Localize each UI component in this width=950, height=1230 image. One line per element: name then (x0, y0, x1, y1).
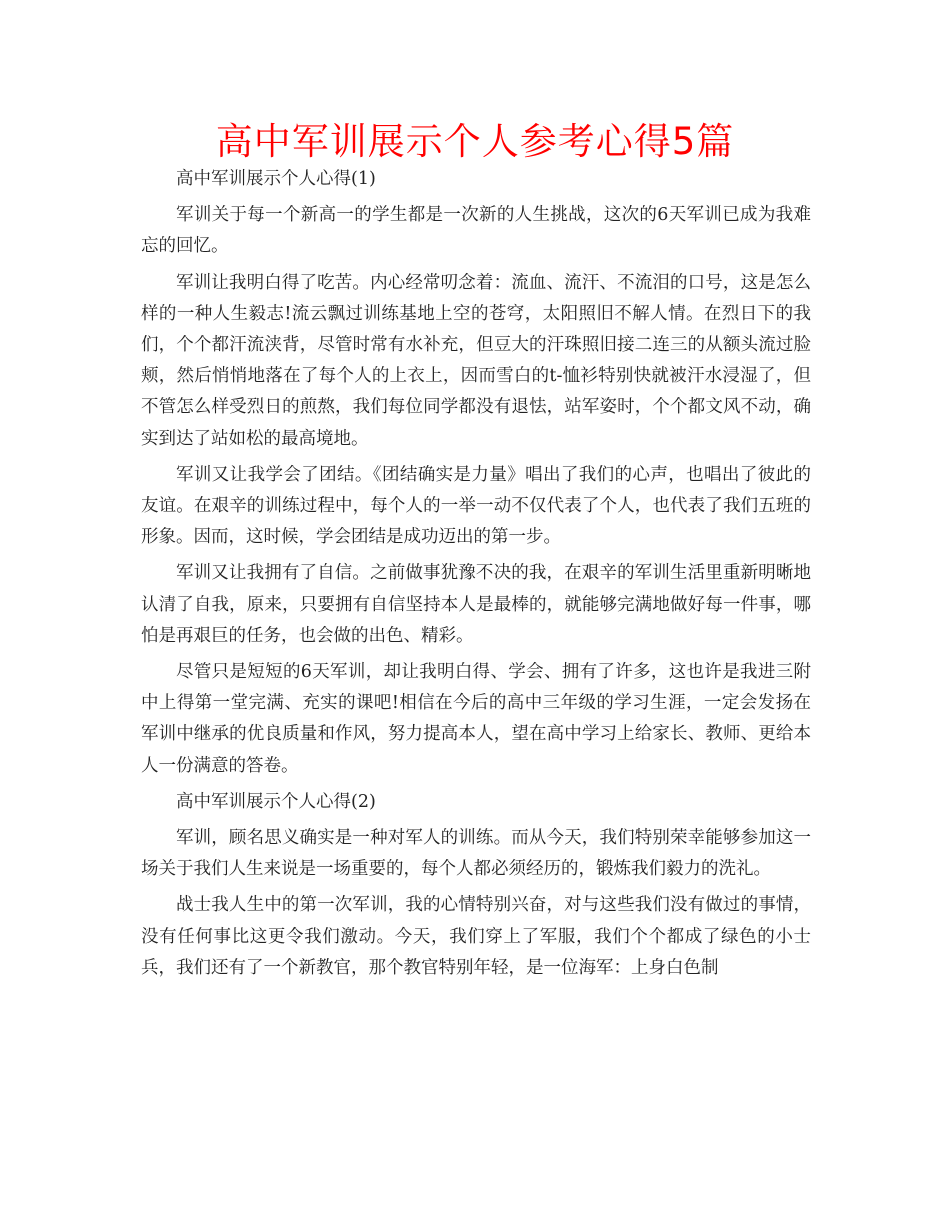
body-paragraph: 军训又让我学会了团结。《团结确实是力量》唱出了我们的心声，也唱出了彼此的友谊。在艰辛的训练过程中，每个人的一举一动不仅代表了个人，也代表了我们五班的形象。因而，这时候，学会团结是成功迈出的第一步。 (141, 464, 811, 548)
section-heading: 高中军训展示个人心得(1) (176, 169, 376, 189)
body-paragraph: 军训关于每一个新高一的学生都是一次新的人生挑战，这次的6天军训已成为我难忘的回忆。 (141, 205, 811, 257)
body-paragraph: 尽管只是短短的6天军训，却让我明白得、学会、拥有了许多，这也许是我进三附中上得第一堂完满、充实的课吧!相信在今后的高中三年级的学习生涯，一定会发扬在军训中继承的优良质量和作风，努力提高本人，望在高中学习上给家长、教师、更给本人一份满意的答卷。 (141, 662, 811, 776)
body-paragraph: 军训又让我拥有了自信。之前做事犹豫不决的我，在艰辛的军训生活里重新明晰地认清了自我，原来，只要拥有自信坚持本人是最棒的，就能够完满地做好每一件事，哪怕是再艰巨的任务，也会做的出色、精彩。 (141, 563, 811, 646)
body-paragraph: 军训让我明白得了吃苦。内心经常叨念着：流血、流汗、不流泪的口号，这是怎么样的一种人生毅志!流云飘过训练基地上空的苍穹，太阳照旧不解人情。在烈日下的我们，个个都汗流浃背，尽管时常有水补充，但豆大的汗珠照旧接二连三的从额头流过脸颊，然后悄悄地落在了每个人的上衣上，因而雪白的t-恤衫特别快就被汗水浸湿了，但不管怎么样受烈日的煎熬，我们每位同学都没有退怯，站军姿时，个个都文风不动，确实到达了站如松的最高境地。 (141, 272, 811, 449)
document-body (141, 164, 811, 989)
document-title: 高中军训展示个人参考心得5篇 (215, 120, 735, 163)
section-heading: 高中军训展示个人心得(2) (176, 791, 376, 812)
body-paragraph: 战士我人生中的第一次军训，我的心情特别兴奋，对与这些我们没有做过的事情，没有任何事比这更令我们激动。今天，我们穿上了军服，我们个个都成了绿色的小士兵，我们还有了一个新教官，那个教官特别年轻，是一位海军：上身白色制 (141, 895, 811, 978)
body-paragraph: 军训，顾名思义确实是一种对军人的训练。而从今天，我们特别荣幸能够参加这一场关于我们人生来说是一场重要的，每个人都必须经历的，锻炼我们毅力的洗礼。 (141, 828, 811, 880)
